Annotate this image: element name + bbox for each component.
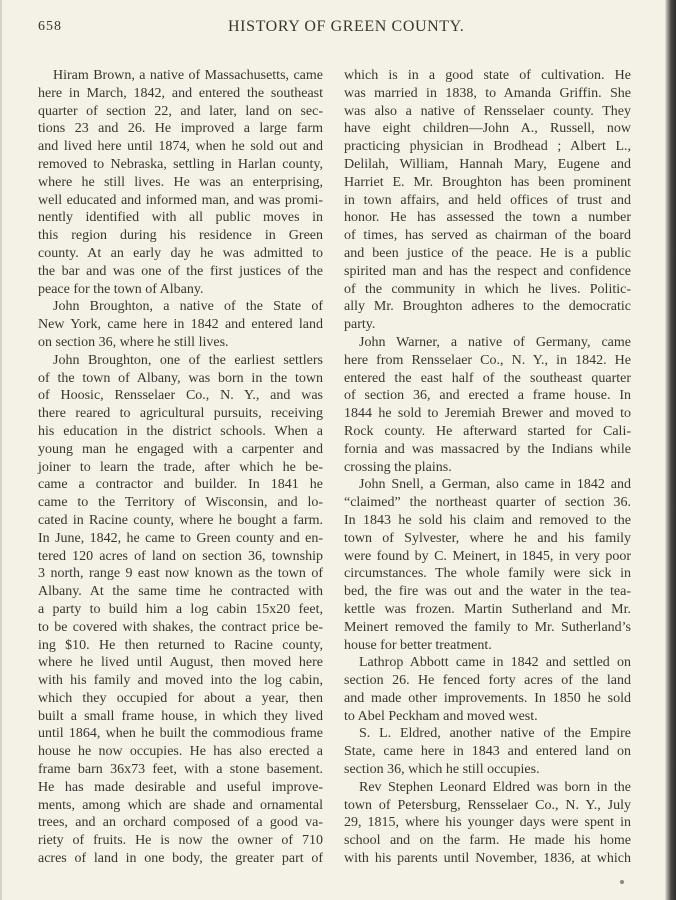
text-line: riety of fruits. He is now the owner of 710 <box>38 833 323 849</box>
text-line: Delilah, William, Hannah Mary, Eugene and <box>344 156 631 172</box>
text-line: the bar and was one of the first justices of the <box>38 263 323 279</box>
text-line: of the community in which he lives. Politic- <box>344 281 631 297</box>
paragraph <box>344 654 631 725</box>
text-line: Lathrop Abbott came in 1842 and settled on <box>359 655 631 671</box>
text-line: young man he engaged with a carpenter and <box>38 441 323 457</box>
text-line: this region during his residence in Green <box>38 228 323 244</box>
text-line: school and on the farm. He made his home <box>344 833 631 849</box>
text-line: tered 120 acres of land on section 36, township <box>38 548 323 564</box>
text-line: to Abel Peckham and moved west. <box>344 708 538 724</box>
text-line: house for better treatment. <box>344 637 492 653</box>
text-line: well educated and informed man, and was promi- <box>38 192 323 208</box>
text-line: bed, the fire was out and the water in the tea- <box>344 584 631 600</box>
text-line: trees, and an orchard composed of a good va- <box>38 815 323 831</box>
ink-speck <box>620 880 624 884</box>
text-line: on section 36, where he still lives. <box>38 334 229 350</box>
page-number: 658 <box>38 19 62 34</box>
text-line: came a contractor and builder. In 1841 he <box>38 477 323 493</box>
text-line: here in March, 1842, and entered the southeast <box>38 85 323 101</box>
text-line: where he still lives. He was an enterprising, <box>38 174 323 190</box>
text-line: Meinert removed the family to Mr. Sutherland’s <box>344 619 631 635</box>
text-line: a party to build him a log cabin 15x20 feet, <box>38 601 323 617</box>
text-line: S. L. Eldred, another native of the Empire <box>359 726 631 742</box>
text-line: until 1864, when he built the commodious frame <box>38 726 323 742</box>
text-line: section 36, which he still occupies. <box>344 762 540 778</box>
left-column <box>38 67 323 868</box>
paragraph <box>38 67 323 298</box>
text-line: of section 36, and erected a frame house. In <box>344 388 631 404</box>
text-line: tions 23 and 26. He improved a large farm <box>38 121 323 137</box>
text-line: He has made desirable and useful improve- <box>38 779 323 795</box>
text-line: built a small frame house, in which they lived <box>38 708 323 724</box>
text-line: were found by C. Meinert, in 1845, in very poor <box>344 548 631 564</box>
text-line: Harriet E. Mr. Broughton has been prominent <box>344 174 631 190</box>
text-line: New York, came here in 1842 and entered land <box>38 317 323 333</box>
text-line: Rock county. He afterward started for Cali- <box>344 423 631 439</box>
text-line: with his family and moved into the log cabin, <box>38 673 323 689</box>
text-line: section 26. He fenced forty acres of the land <box>344 673 631 689</box>
text-line: of times, has served as chairman of the board <box>344 228 631 244</box>
paragraph <box>344 779 631 868</box>
text-line: circumstances. The whole family were sick in <box>344 566 631 582</box>
text-line: and made other improvements. In 1850 he sold <box>344 690 631 706</box>
text-line: “claimed” the northeast quarter of section 36. <box>344 495 631 511</box>
text-line: Rev Stephen Leonard Eldred was born in the <box>359 779 631 795</box>
text-line: nently identified with all public moves in <box>38 210 323 226</box>
right-column <box>344 67 631 868</box>
text-line: John Broughton, one of the earliest settlers <box>53 352 323 368</box>
text-line: cated in Racine county, where he bought a farm. <box>38 512 323 528</box>
text-line: entered the east half of the southeast quarter <box>344 370 631 386</box>
text-line: here from Rensselaer Co., N. Y., in 1842. He <box>344 352 631 368</box>
text-line: and lived here until 1874, when he sold out and <box>38 139 323 155</box>
text-line: have eight children—John A., Russell, now <box>344 121 631 137</box>
text-line: In June, 1842, he came to Green county and en- <box>38 530 323 546</box>
text-line: crossing the plains. <box>344 459 452 475</box>
text-line: which they occupied for about a year, then <box>38 690 323 706</box>
running-head: HISTORY OF GREEN COUNTY. <box>228 18 465 35</box>
text-line: ing $10. He then returned to Racine county, <box>38 637 323 653</box>
text-line: frame barn 36x73 feet, with a stone basement. <box>38 762 323 778</box>
book-spine-shadow <box>665 0 676 900</box>
text-line: with his parents until November, 1836, at which <box>344 851 631 867</box>
text-line: quarter of section 22, and later, land on sec- <box>38 103 323 119</box>
text-line: practicing physician in Brodhead ; Albert L., <box>344 139 631 155</box>
paragraph <box>344 725 631 778</box>
text-line: in town affairs, and held offices of trust and <box>344 192 631 208</box>
text-line: John Snell, a German, also came in 1842 and <box>359 477 631 493</box>
paragraph <box>344 334 631 476</box>
text-line: John Warner, a native of Germany, came <box>359 334 631 350</box>
text-line: State, came here in 1843 and entered land on <box>344 744 631 760</box>
text-line: and been justice of the peace. He is a public <box>344 245 631 261</box>
text-line: joiner to learn the trade, after which he be- <box>38 459 323 475</box>
text-line: 29, 1815, where his younger days were spent in <box>344 815 631 831</box>
text-line: came to the Territory of Wisconsin, and lo- <box>38 495 323 511</box>
text-line: John Broughton, a native of the State of <box>53 299 323 315</box>
text-line: party. <box>344 317 376 333</box>
text-line: there reared to agricultural pursuits, receiving <box>38 406 323 422</box>
page-edge-left <box>0 0 2 900</box>
text-line: ally Mr. Broughton adheres to the democratic <box>344 299 631 315</box>
text-line: kettle was frozen. Martin Sutherland and Mr. <box>344 601 631 617</box>
text-line: of Hoosic, Rensselaer Co., N. Y., and was <box>38 388 323 404</box>
text-line: honor. He has assessed the town a number <box>344 210 631 226</box>
paragraph <box>38 352 323 868</box>
text-line: which is in a good state of cultivation. He <box>344 68 631 83</box>
text-line: was married in 1838, to Amanda Griffin. She <box>344 85 631 101</box>
text-line: house he now occupies. He has also erected a <box>38 744 323 760</box>
text-line: to be covered with shakes, the contract price be- <box>38 619 323 635</box>
text-line: ments, among which are shade and ornamental <box>38 797 323 813</box>
text-line: In 1843 he sold his claim and removed to the <box>344 512 631 528</box>
text-line: of the town of Albany, was born in the town <box>38 370 323 386</box>
text-line: county. At an early day he was admitted to <box>38 245 323 261</box>
text-line: spirited man and has the respect and confidence <box>344 263 631 279</box>
text-line: 3 north, range 9 east now known as the town of <box>38 566 323 582</box>
text-line: removed to Nebraska, settling in Harlan county, <box>38 156 323 172</box>
text-line: Hiram Brown, a native of Massachusetts, came <box>53 68 323 83</box>
text-line: Albany. At the same time he contracted with <box>38 584 323 600</box>
paragraph <box>344 67 631 334</box>
text-line: 1844 he sold to Jeremiah Brewer and moved to <box>344 406 631 422</box>
text-line: acres of land in one body, the greater part of <box>38 851 323 867</box>
text-line: his education in the district schools. When a <box>38 423 323 439</box>
text-line: peace for the town of Albany. <box>38 281 204 297</box>
text-line: town of Sylvester, where he and his family <box>344 530 631 546</box>
text-line: fornia and was massacred by the Indians while <box>344 441 631 457</box>
paragraph <box>344 476 631 654</box>
text-line: was also a native of Rensselaer county. They <box>344 103 631 119</box>
paragraph <box>38 298 323 351</box>
text-line: town of Petersburg, Rensselaer Co., N. Y., July <box>344 797 631 813</box>
text-line: where he lived until August, then moved here <box>38 655 323 671</box>
